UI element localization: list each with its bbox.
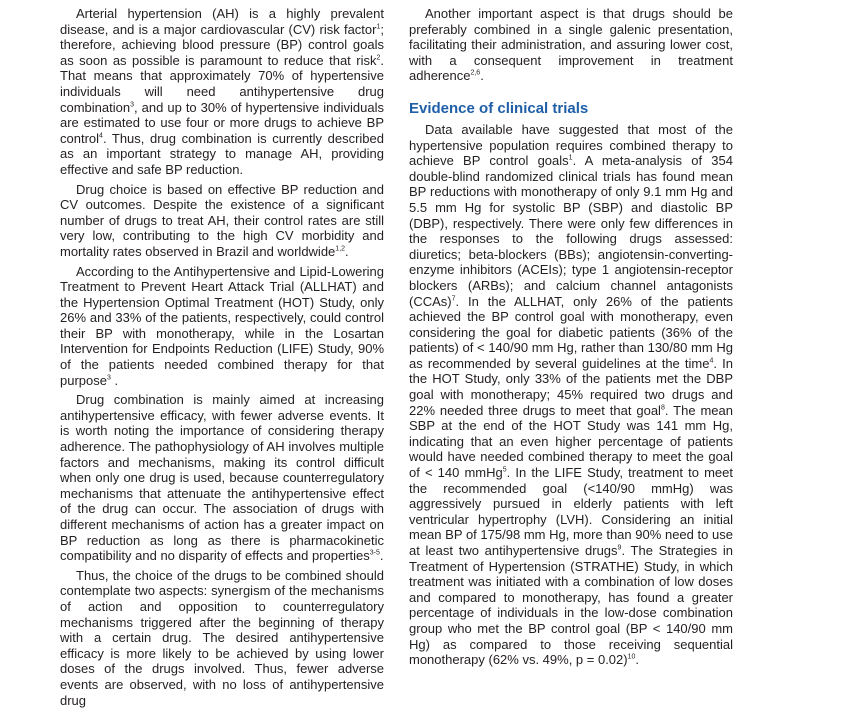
text-run: Thus, the choice of the drugs to be combined should contemplate two aspects: synergism of the mechanisms of action and opposition to counterregulatory mechanisms triggered after the beginning of therapy with a certain drug. The desired antihypertensive efficacy is more likely to be achieved by using lower doses of the drugs involved. Thus, fewer adverse events are observed, with no loss of antihypertensive drug xyxy=(60,567,384,708)
reference-superscript: 5 xyxy=(502,466,507,474)
text-run: . In the LIFE Study, treatment to meet the recommended goal (<140/90 mmHg) was aggressively pursued in elderly patients with left ventricular hypertrophy (LVH). Considering an initial mean BP of 175/98 mm Hg, more than 90% need to use at least two antihypertensive drugs xyxy=(409,465,733,558)
reference-superscript: 1 xyxy=(376,23,381,31)
reference-superscript: 3-5 xyxy=(369,549,380,557)
paragraph-drug-combination xyxy=(60,392,384,564)
text-run: . Thus, drug combination is currently described as an important strategy to manage AH, providing effective and safe BP reduction. xyxy=(60,130,384,177)
reference-superscript: 1 xyxy=(568,154,573,162)
text-run: Drug choice is based on effective BP reduction and CV outcomes. Despite the existence of a significant number of drugs to treat AH, their control rates are still very low, contributing to the high CV morbidity and mortality rates observed in Brazil and worldwide xyxy=(60,181,384,259)
reference-superscript: 1,2 xyxy=(335,245,346,253)
paragraph-clinical-trials xyxy=(409,122,733,668)
text-run: . xyxy=(345,243,349,259)
text-run: Drug combination is mainly aimed at increasing antihypertensive efficacy, with fewer adverse events. It is worth noting the importance of considering therapy adherence. The pathophysiology of AH involves multiple factors and mechanisms, making its control difficult when only one drug is used, because counterregulatory mechanisms that attenuate the antihypertensive effect of the drug can occur. The association of drugs with different mechanisms of action has a greater impact on BP reduction as long as there is pharmacokinetic compatibility and no disparity of effects and properties xyxy=(60,392,384,564)
paragraph-allhat-hot-life xyxy=(60,264,384,389)
text-run: . xyxy=(379,548,384,564)
reference-superscript: 7 xyxy=(451,295,456,303)
left-column xyxy=(60,6,384,712)
text-run: , and up to 30% of hypertensive individuals are estimated to use four or more drugs to achieve BP control xyxy=(60,99,384,146)
reference-superscript: 3 xyxy=(130,101,135,109)
paragraph-choice-aspects xyxy=(60,568,384,708)
reference-superscript: 10 xyxy=(627,653,636,661)
reference-superscript: 3 xyxy=(106,374,111,382)
text-run: . The mean SBP at the end of the HOT Study was 141 mm Hg, indicating that an even higher percentage of patients would have needed combined therapy to meet the goal of < 140 mmHg xyxy=(409,402,733,481)
text-run: . A meta-analysis of 354 double-blind randomized clinical trials has found mean BP reductions with monotherapy of only 9.1 mm Hg and 5.5 mm Hg for systolic BP (SBP) and diastolic BP (DBP), respectively. There were only few differences in the responses to the following drugs assessed: diuretics; beta-blockers (BBs); angiotensin-converting-enzyme inhibitors (ACEIs); type 1 angiotensin-receptor blockers (ARBs); and calcium channel antagonists (CCAs) xyxy=(409,153,733,309)
paragraph-intro xyxy=(60,6,384,178)
reference-superscript: 8 xyxy=(660,404,665,412)
reference-superscript: 9 xyxy=(617,544,622,552)
reference-superscript: 2,6 xyxy=(470,70,481,78)
text-run: . xyxy=(635,652,640,668)
text-run: . The Strategies in Treatment of Hypertension (STRATHE) Study, in which treatment was initiated with a combination of low doses and compared to monotherapy, has found a greater percentage of individuals in the low-dose combination group who met the BP control goal (BP < 140/90 mm Hg) as compared to those receiving sequential monotherapy (62% vs. 49%, p = 0.02) xyxy=(409,543,733,668)
text-run: . In the HOT Study, only 33% of the patients met the DBP goal with monotherapy; 45% required two drugs and 22% needed three drugs to meet that goal xyxy=(409,355,733,418)
text-run: Arterial hypertension (AH) is a highly prevalent disease, and is a major cardiovascular (CV) risk factor xyxy=(60,6,384,37)
text-run: . That means that approximately 70% of hypertensive individuals will need antihypertensive drug combination xyxy=(60,52,384,115)
reference-superscript: 2 xyxy=(376,54,381,62)
text-run: . xyxy=(110,372,119,388)
text-run: Data available have suggested that most of the hypertensive population requires combined therapy to achieve BP control goals xyxy=(409,121,733,169)
section-heading: Evidence of clinical trials xyxy=(409,99,589,117)
reference-superscript: 4 xyxy=(99,132,103,140)
text-run: Another important aspect is that drugs should be preferably combined in a single galenic presentation, facilitating their administration, and assuring lower cost, with a consequent improvement in treatment adherence xyxy=(409,6,733,84)
text-run: According to the Antihypertensive and Lipid-Lowering Treatment to Prevent Heart Attack Trial (ALLHAT) and the Hypertension Optimal Treatment (HOT) Study, only 26% and 33% of the patients, respectively, could control their BP with monotherapy, while in the Losartan Intervention for Endpoints Reduction (LIFE) Study, 90% of the patients needed combined therapy for that purpose xyxy=(60,263,384,388)
reference-superscript: 4 xyxy=(709,357,714,365)
text-run: . xyxy=(480,68,484,84)
text-run: . In the ALLHAT, only 26% of the patients achieved the BP control goal with monotherapy, even considering the goal for diabetic patients (36% of the patients) of < 140/90 mm Hg, rather than 130/80 mm Hg as recommended by several guidelines at the time xyxy=(409,293,733,371)
text-run: ; therefore, achieving blood pressure (BP) control goals as soon as possible is paramount to reduce that risk xyxy=(60,21,384,68)
paragraph-single-presentation xyxy=(409,6,733,84)
paragraph-drug-choice xyxy=(60,182,384,260)
right-column xyxy=(409,6,733,672)
